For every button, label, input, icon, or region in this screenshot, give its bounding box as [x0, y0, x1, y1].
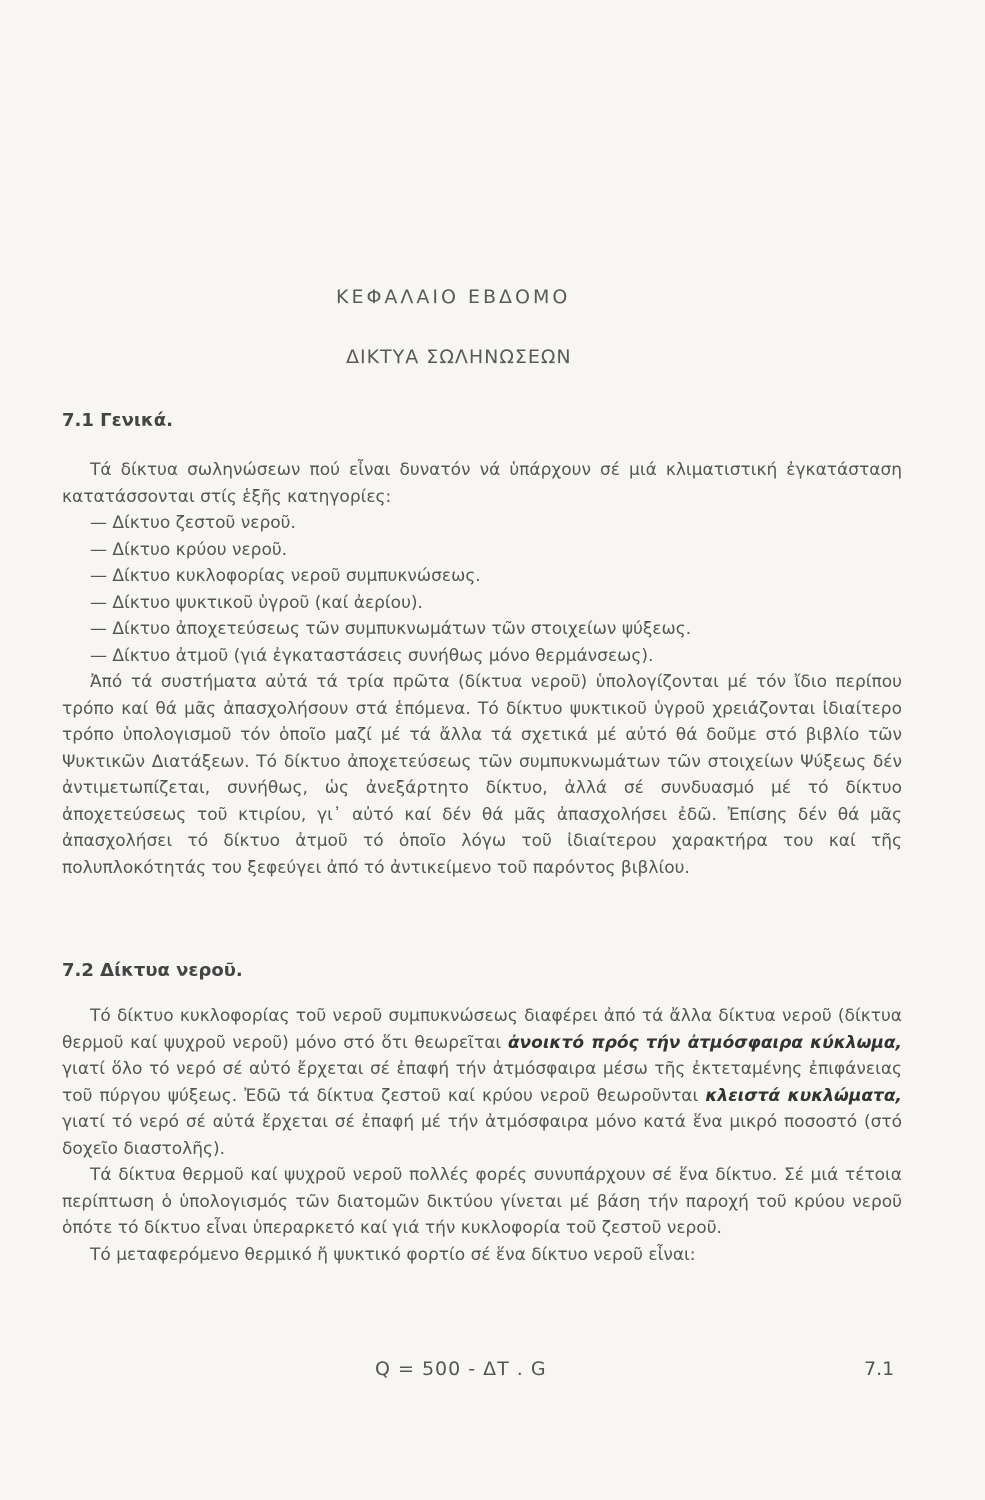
chapter-title: ΔΙΚΤΥΑ ΣΩΛΗΝΩΣΕΩΝ — [346, 346, 572, 368]
paragraph-load: Τό μεταφερόμενο θερμικό ἤ ψυκτικό φορτίο σέ ἕνα δίκτυο νεροῦ εἶναι: — [90, 1244, 696, 1265]
section-7-2-body — [62, 1003, 902, 1268]
emphasis-closed-circuits: κλειστά κυκλώματα, — [705, 1085, 902, 1106]
section-heading-7-2: 7.2 Δίκτυα νεροῦ. — [62, 960, 243, 981]
emphasis-open-circuit: ἀνοικτό πρός τήν ἀτμόσφαιρα κύκλωμα, — [507, 1032, 902, 1053]
intro-paragraph: Τά δίκτυα σωληνώσεων πού εἶναι δυνατόν νά ὑπάρχουν σέ μιά κλιματιστική ἐγκατάσταση κατατάσσονται στίς ἑξῆς κατηγορίες: — [62, 460, 902, 507]
body-paragraph: Ἀπό τά συστήματα αὐτά τά τρία πρῶτα (δίκτυα νεροῦ) ὑπολογίζονται μέ τόν ἴδιο περίπου τρόπο καί θά μᾶς ἀπασχολήσουν στά ἑπόμενα. Τό δίκτυο ψυκτικοῦ ὑγροῦ χρειάζονται ἰδιαίτερο τρόπο ὑπολογισμοῦ τόν ὁποῖο μαζί μέ τά ἄλλα τά σχετικά μέ αὐτό θά δοῦμε στό βιβλίο τῶν Ψυκτικῶν Διατάξεων. Τό δίκτυο ἀποχετεύσεως τῶν συμπυκνωμάτων τῶν στοιχείων Ψύξεως δέν ἀντιμετωπίζεται, συνήθως, ὡς ἀνεξάρτητο δίκτυο, ἀλλά σέ συνδυασμό μέ τό δίκτυο ἀποχετεύσεως τοῦ κτιρίου, γι᾽ αὐτό καί δέν θά μᾶς ἀπασχολήσει ἐδῶ. Ἐπίσης δέν θά μᾶς ἀπασχολήσει τό δίκτυο ἀτμοῦ τό ὁποῖο λόγω τοῦ ἰδιαίτερου χαρακτήρα του καί τῆς πολυπλοκότητάς του ξεφεύγει ἀπό τό ἀντικείμενο τοῦ παρόντος βιβλίου. — [62, 672, 902, 878]
paragraph-circuits — [62, 1003, 902, 1162]
chapter-heading: ΚΕΦΑΛΑΙΟ ΕΒΔΟΜΟ — [336, 286, 571, 308]
section-7-1-body — [62, 457, 902, 881]
equation-formula: Q = 500 - ΔT . G — [375, 1358, 547, 1380]
list-item: — Δίκτυο ψυκτικοῦ ὑγροῦ (καί ἀερίου). — [90, 592, 423, 613]
list-item: — Δίκτυο ἀποχετεύσεως τῶν συμπυκνωμάτων τῶν στοιχείων ψύξεως. — [90, 619, 692, 639]
text-run: Τό δίκτυο κυκλοφορίας τοῦ νεροῦ συμπυκνώσεως διαφέρει ἀπό τά ἄλλα δίκτυα νεροῦ (δίκτυα θερμοῦ καί ψυχροῦ νεροῦ) μόνο στό ὅτι θεωρεῖται — [62, 1006, 902, 1053]
list-item: — Δίκτυο κυκλοφορίας νεροῦ συμπυκνώσεως. — [90, 566, 481, 586]
text-run: γιατί τό νερό σέ αὐτά ἔρχεται σέ ἐπαφή μέ τήν ἀτμόσφαιρα μόνο κατά ἕνα μικρό ποσοστό (στό δοχεῖο διαστολῆς). — [62, 1112, 902, 1159]
paragraph-coexisting-networks: Τά δίκτυα θερμοῦ καί ψυχροῦ νεροῦ πολλές φορές συνυπάρχουν σέ ἕνα δίκτυο. Σέ μιά τέτοια περίπτωση ὁ ὑπολογισμός τῶν διατομῶν δικτύου γίνεται μέ βάση τήν παροχή τοῦ κρύου νεροῦ ὁπότε τό δίκτυο εἶναι ὑπεραρκετό καί γιά τήν κυκλοφορία τοῦ ζεστοῦ νεροῦ. — [62, 1165, 902, 1238]
section-heading-7-1: 7.1 Γενικά. — [62, 410, 173, 431]
list-item: — Δίκτυο ἀτμοῦ (γιά ἐγκαταστάσεις συνήθως μόνο θερμάνσεως). — [90, 645, 654, 666]
list-item: — Δίκτυο ζεστοῦ νεροῦ. — [90, 513, 296, 533]
equation-number: 7.1 — [864, 1358, 895, 1380]
text-run: γιατί ὅλο τό νερό σέ αὐτό ἔρχεται σέ ἐπαφή τήν ἀτμόσφαιρα μέσω τῆς ἐκτεταμένης ἐπιφάνειας τοῦ πύργου ψύξεως. Ἐδῶ τά δίκτυα ζεστοῦ καί κρύου νεροῦ θεωροῦνται — [62, 1059, 902, 1106]
list-item: — Δίκτυο κρύου νεροῦ. — [90, 539, 288, 560]
